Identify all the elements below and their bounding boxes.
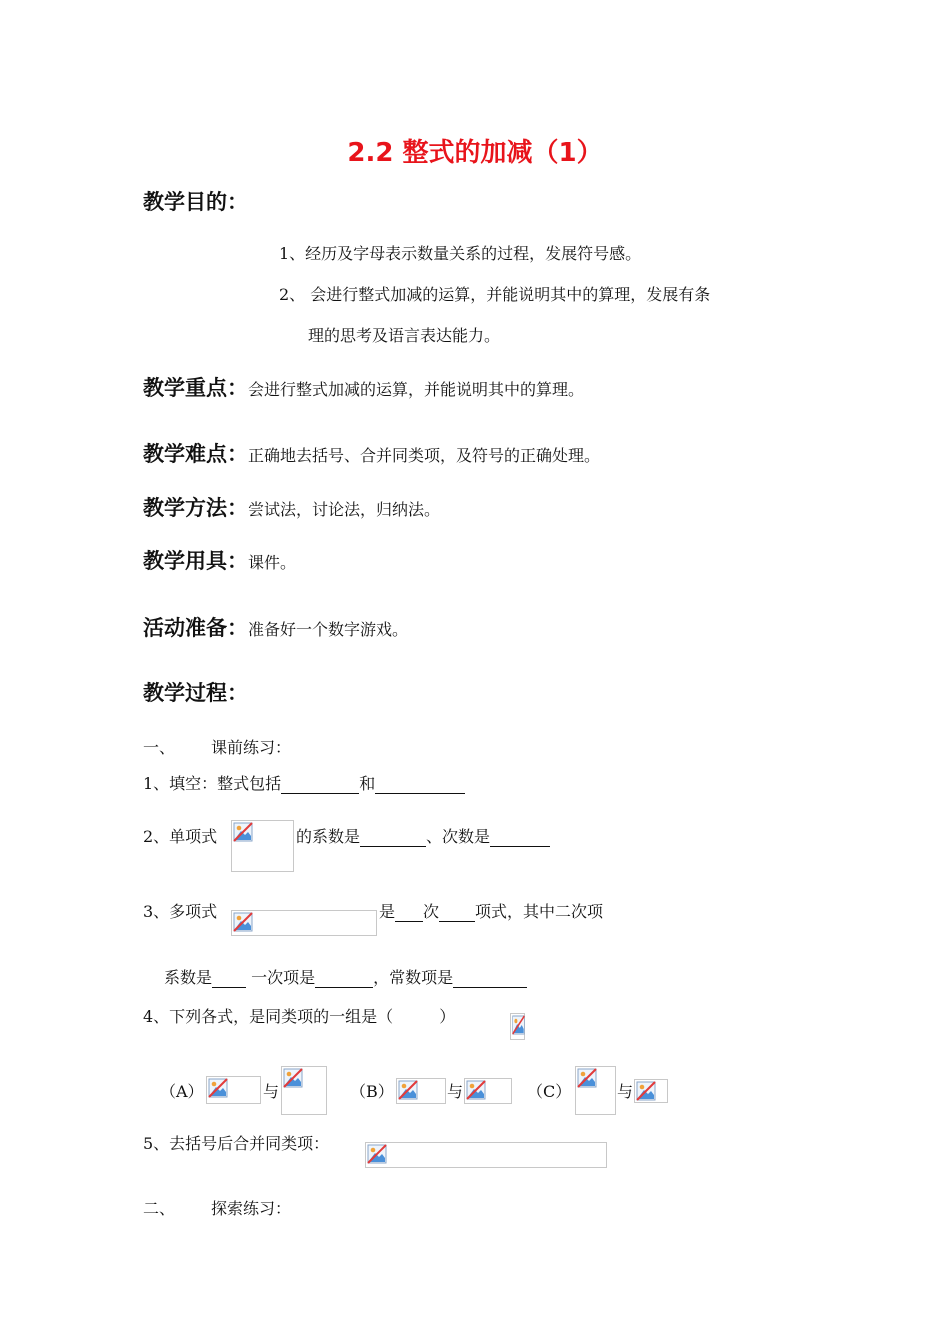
question-4	[143, 1004, 455, 1027]
option-c-label: （C）	[527, 1082, 572, 1101]
broken-image-icon	[233, 822, 253, 842]
section-1-number: 一、	[143, 738, 176, 757]
formula-image	[231, 820, 294, 872]
question-5: 5、去括号后合并同类项：	[143, 1134, 330, 1153]
broken-image-icon	[283, 1068, 303, 1088]
prep-row	[143, 612, 408, 642]
q3-label: 3、多项式	[143, 902, 218, 921]
objectives-heading: 教学目的：	[143, 190, 248, 214]
formula-image	[396, 1078, 446, 1104]
question-1	[143, 771, 465, 794]
tools-heading: 教学用具：	[143, 549, 248, 573]
formula-image	[365, 1142, 607, 1168]
question-2-rest	[296, 824, 550, 847]
section-2-number: 二、	[143, 1199, 176, 1218]
broken-image-icon	[367, 1144, 387, 1164]
option-b-label: （B）	[350, 1082, 394, 1101]
q4-text: 4、下列各式，是同类项的一组是（	[143, 1007, 394, 1026]
blank	[315, 969, 373, 988]
option-a-with: 与	[263, 1082, 280, 1101]
objective-item-1: 1、经历及字母表示数量关系的过程，发展符号感。	[279, 244, 642, 263]
broken-image-icon	[466, 1080, 486, 1100]
broken-image-icon	[636, 1081, 656, 1101]
q3-degree: 次	[423, 902, 440, 921]
formula-image	[464, 1078, 512, 1104]
difficulty-text: 正确地去括号、合并同类项，及符号的正确处理。	[248, 446, 601, 465]
broken-image-icon	[233, 912, 253, 932]
formula-image	[634, 1079, 668, 1103]
q3-terms: 项式，其中二次项	[475, 902, 604, 921]
method-text: 尝试法，讨论法，归纳法。	[248, 500, 441, 519]
broken-image-icon	[208, 1078, 228, 1098]
key-point-heading: 教学重点：	[143, 376, 248, 400]
q1-text: 1、填空：整式包括	[143, 774, 282, 793]
formula-image	[510, 1013, 525, 1040]
blank	[281, 775, 359, 794]
key-point-row	[143, 372, 584, 402]
q4-close: ）	[439, 1007, 456, 1026]
blank	[453, 969, 527, 988]
blank	[375, 775, 465, 794]
section-2-label: 探索练习：	[211, 1199, 292, 1218]
blank	[490, 828, 550, 847]
blank	[360, 828, 426, 847]
formula-image	[281, 1066, 327, 1115]
section-1-label: 课前练习：	[211, 738, 292, 757]
method-heading: 教学方法：	[143, 496, 248, 520]
q2-coef: 的系数是	[296, 827, 361, 846]
blank	[395, 903, 423, 922]
blank	[439, 903, 475, 922]
option-b-with: 与	[447, 1082, 464, 1101]
process-heading: 教学过程：	[143, 681, 248, 705]
q1-and: 和	[359, 774, 376, 793]
difficulty-heading: 教学难点：	[143, 442, 248, 466]
tools-row	[143, 545, 296, 575]
formula-image	[206, 1076, 261, 1104]
prep-heading: 活动准备：	[143, 616, 248, 640]
question-3-rest	[379, 899, 603, 922]
question-3-cont	[164, 965, 527, 988]
option-a-label: （A）	[160, 1082, 204, 1101]
broken-image-icon	[577, 1068, 597, 1088]
key-point-text: 会进行整式加减的运算，并能说明其中的算理。	[248, 380, 585, 399]
formula-image	[231, 910, 377, 936]
q2-degree: 、次数是	[426, 827, 491, 846]
blank	[212, 969, 246, 988]
q3-const: ，常数项是	[373, 968, 454, 987]
broken-image-icon	[512, 1015, 525, 1035]
q3-is: 是	[379, 902, 396, 921]
page-title: 2.2 整式的加减（1）	[347, 138, 603, 168]
method-row	[143, 492, 440, 522]
difficulty-row	[143, 438, 600, 468]
prep-text: 准备好一个数字游戏。	[248, 620, 409, 639]
tools-text: 课件。	[248, 553, 297, 572]
q2-label: 2、单项式	[143, 827, 218, 846]
option-c-with: 与	[617, 1082, 634, 1101]
objective-item-2: 2、 会进行整式加减的运算，并能说明其中的算理，发展有条	[279, 285, 711, 304]
formula-image	[575, 1066, 616, 1115]
broken-image-icon	[398, 1080, 418, 1100]
q3-linear: 一次项是	[246, 968, 316, 987]
objective-item-2-cont: 理的思考及语言表达能力。	[308, 326, 501, 345]
q3-coef: 系数是	[164, 968, 213, 987]
